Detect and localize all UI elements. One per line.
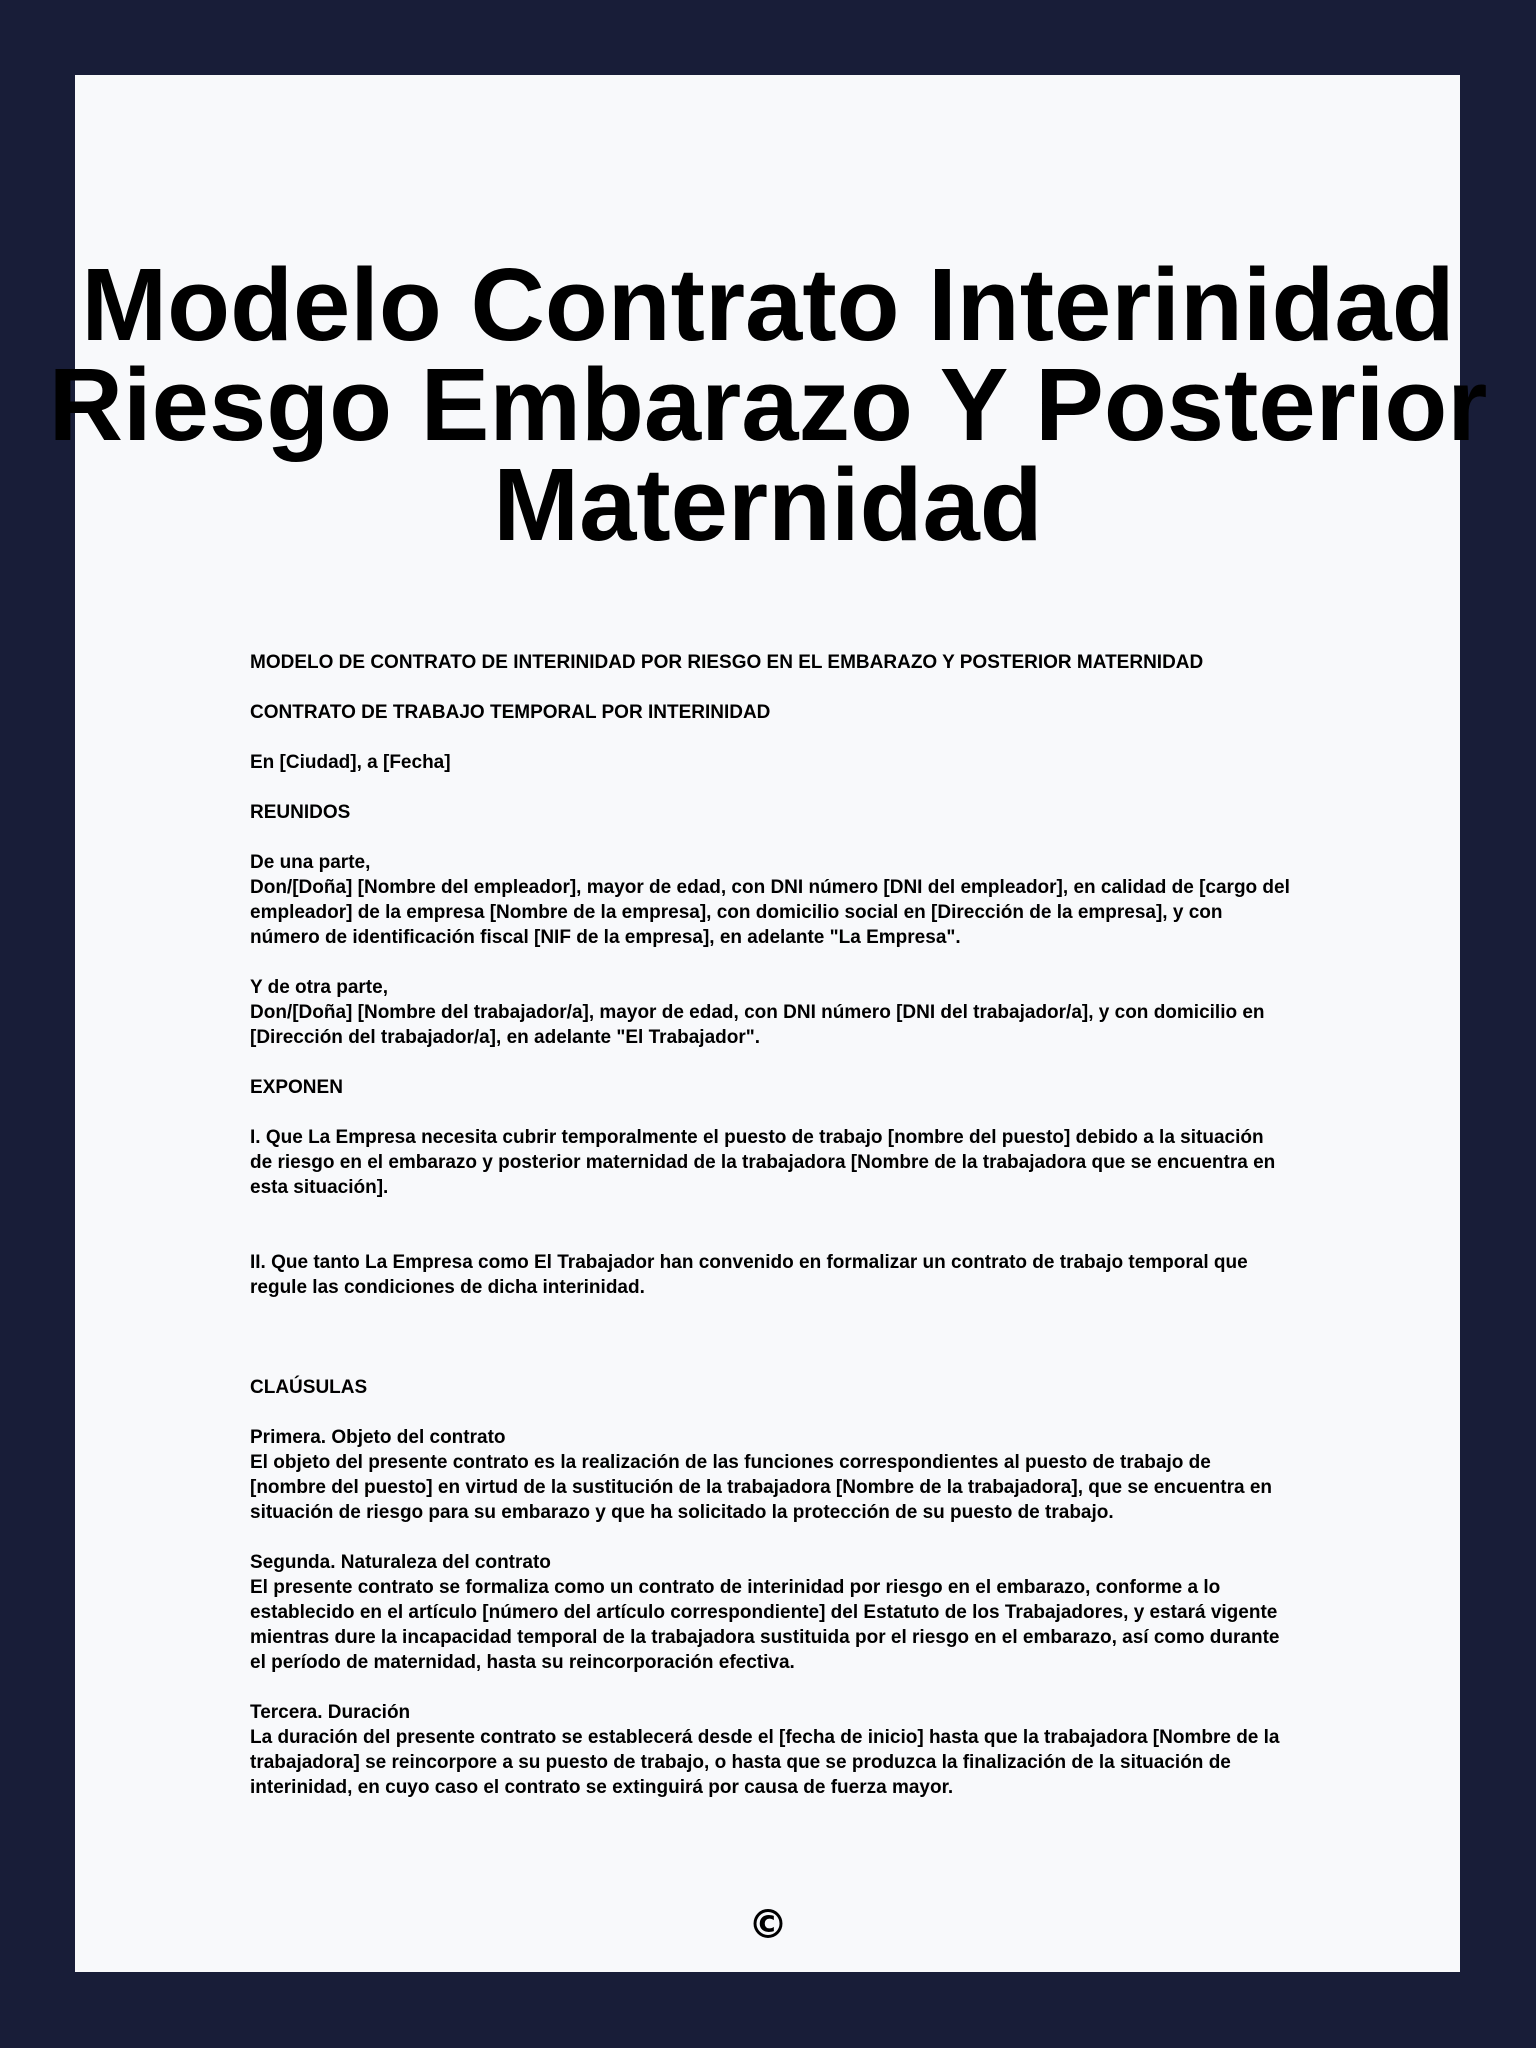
clause-segunda: Segunda. Naturaleza del contrato El presente contrato se formaliza como un contrato de interinidad por riesgo en el embarazo, conforme a lo establecido en el artículo [número del artículo correspondiente] del Estatuto de los Trabajadores, y estará vigente mientras dure la incapacidad temporal de la trabajadora sustituida por el riesgo en el embarazo, así como durante el período de maternidad, hasta su reincorporación efectiva. (250, 1552, 1280, 1673)
exponen-item-2: II. Que tanto La Empresa como El Trabajador han convenido en formalizar un contrato de trabajo temporal que regule las condiciones de dicha interinidad. (250, 1252, 1248, 1298)
document-subheading: CONTRATO DE TRABAJO TEMPORAL POR INTERINIDAD (250, 702, 771, 723)
section-reunidos: REUNIDOS (250, 802, 351, 823)
document-body (250, 650, 1290, 1825)
party-two: Y de otra parte, Don/[Doña] [Nombre del trabajador/a], mayor de edad, con DNI número [DNI del trabajador/a], y con domicilio en [Dirección del trabajador/a], en adelante "El Trabajador". (250, 977, 1265, 1048)
clause-primera: Primera. Objeto del contrato El objeto del presente contrato es la realización de las funciones correspondientes al puesto de trabajo de [nombre del puesto] en virtud de la sustitución de la trabajadora [Nombre de la trabajadora], que se encuentra en situación de riesgo para su embarazo y que ha solicitado la protección de su puesto de trabajo. (250, 1427, 1272, 1523)
place-date: En [Ciudad], a [Fecha] (250, 752, 451, 773)
page-title: Modelo Contrato Interinidad Riesgo Embarazo Y Posterior Maternidad (48, 247, 1488, 562)
party-one: De una parte, Don/[Doña] [Nombre del empleador], mayor de edad, con DNI número [DNI del empleador], en calidad de [cargo del empleador] de la empresa [Nombre de la empresa], con domicilio social en [Dirección de la empresa], y con número de identificación fiscal [NIF de la empresa], en adelante "La Empresa". (250, 852, 1290, 948)
section-clausulas: CLAÚSULAS (250, 1377, 368, 1398)
document-heading: MODELO DE CONTRATO DE INTERINIDAD POR RIESGO EN EL EMBARAZO Y POSTERIOR MATERNIDAD (250, 652, 1204, 673)
exponen-item-1: I. Que La Empresa necesita cubrir temporalmente el puesto de trabajo [nombre del puesto] debido a la situación de riesgo en el embarazo y posterior maternidad de la trabajadora [Nombre de la trabajadora que se encuentra en esta situación]. (250, 1127, 1276, 1198)
section-exponen: EXPONEN (250, 1077, 343, 1098)
copyright-icon: © (748, 1902, 788, 1948)
clause-tercera: Tercera. Duración La duración del presente contrato se establecerá desde el [fecha de inicio] hasta que la trabajadora [Nombre de la trabajadora] se reincorpore a su puesto de trabajo, o hasta que se produzca la finalización de la situación de interinidad, en cuyo caso el contrato se extinguirá por causa de fuerza mayor. (250, 1702, 1280, 1798)
